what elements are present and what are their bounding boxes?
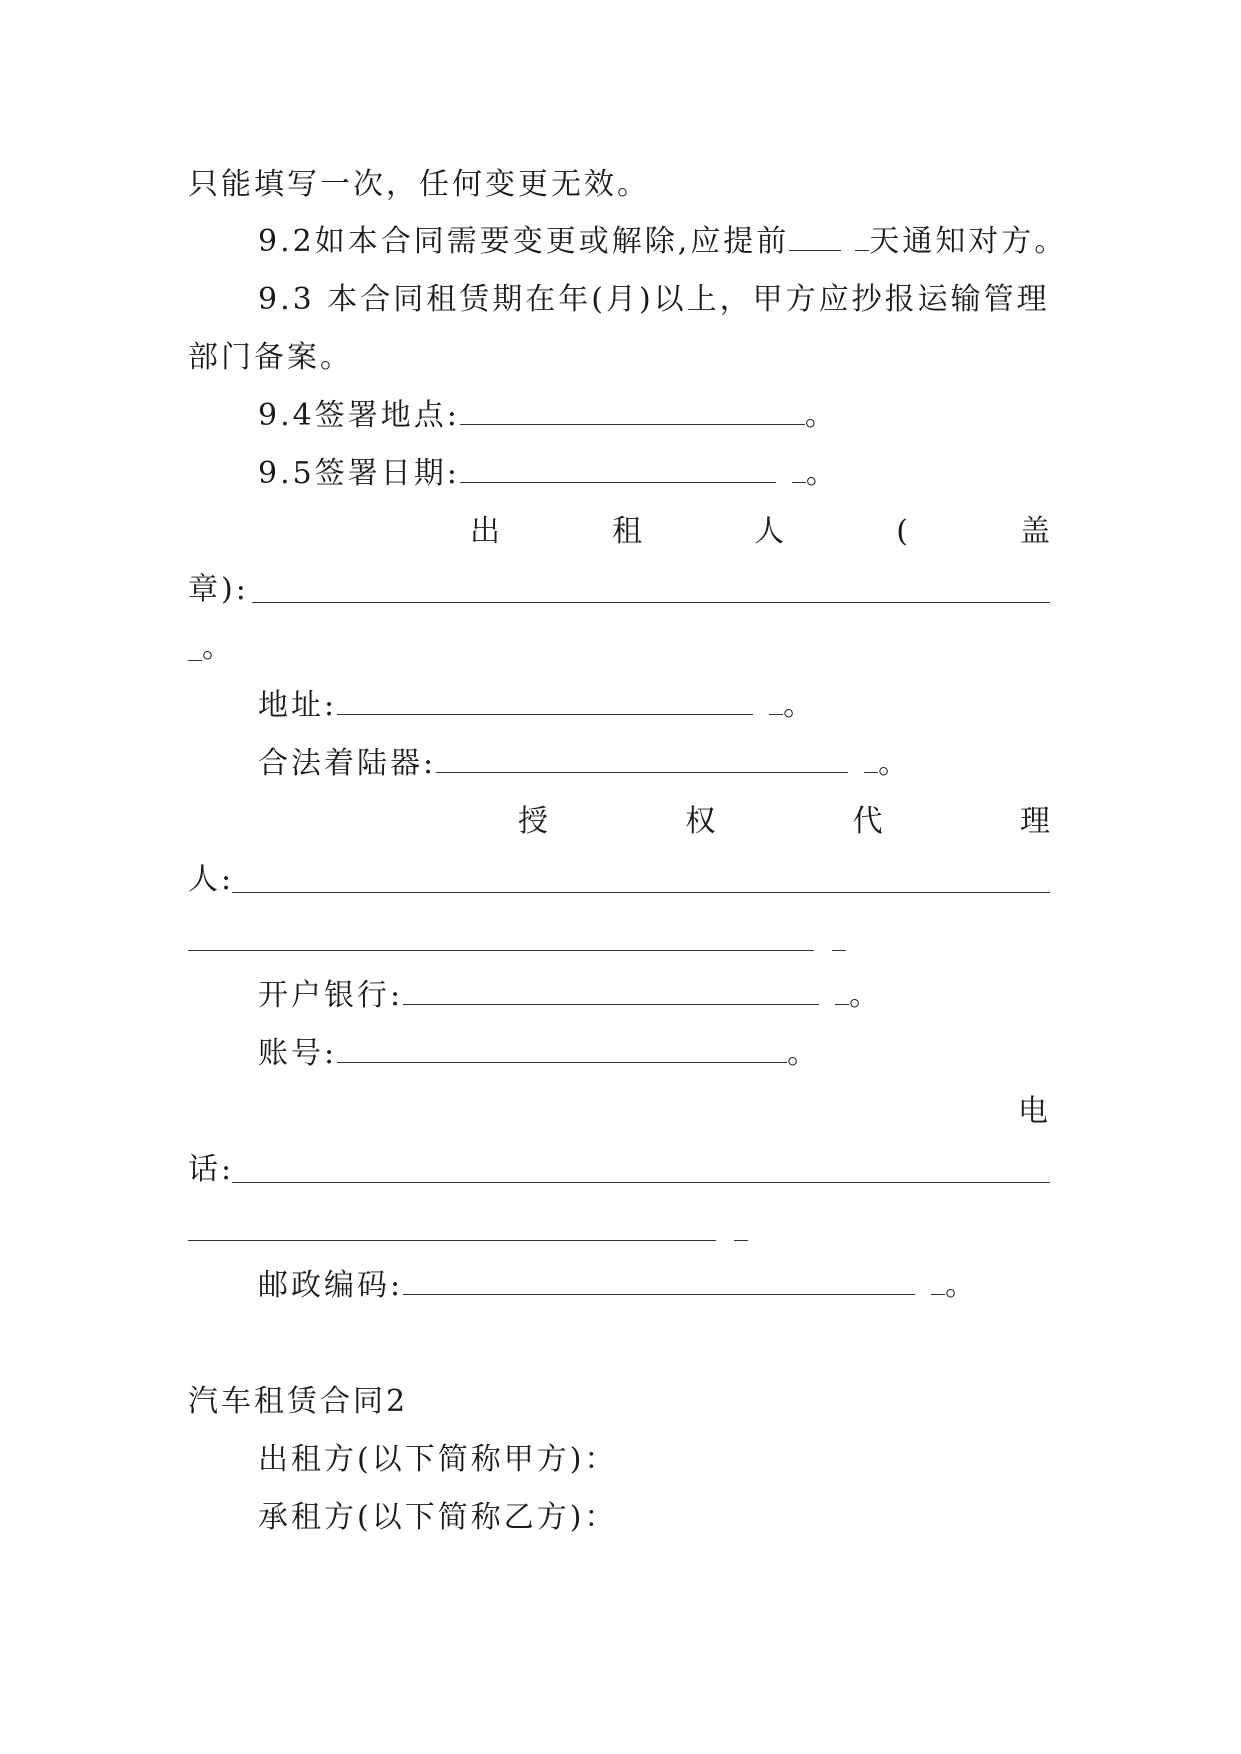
period: 。: [945, 1268, 979, 1303]
sign-place-label: 9.4签署地点:: [258, 398, 460, 433]
sign-date-blank: [460, 456, 776, 483]
legal-blank-b: [864, 746, 878, 773]
address-blank: [337, 688, 753, 715]
contract-2-title-text: 汽车租赁合同2: [188, 1384, 409, 1419]
lessee-2-text: 承租方(以下简称乙方)：: [258, 1500, 618, 1535]
address-blank-b: [769, 688, 783, 715]
agent-char: 权: [685, 804, 716, 839]
bank-blank-b: [835, 978, 849, 1005]
legal-blank: [436, 746, 848, 773]
phone-blank-3: [734, 1240, 748, 1241]
postcode-label: 邮政编码:: [258, 1268, 404, 1303]
account-line: [258, 1034, 820, 1074]
lessor-2-line: [258, 1440, 617, 1480]
clause-9-3-text: 9.3 本合同租赁期在年(月)以上，甲方应抄报运输管理: [258, 282, 1050, 317]
account-blank: [337, 1036, 787, 1063]
agent-char: 理: [1019, 804, 1050, 839]
bank-label: 开户银行:: [258, 978, 404, 1013]
address-line: [258, 686, 816, 726]
lessor-2-text: 出租方(以下简称甲方)：: [258, 1442, 618, 1477]
agent-blank: [232, 892, 1050, 893]
phone-head: [1018, 1092, 1051, 1132]
legal-line: [258, 744, 911, 784]
clause-9-2-text: 9.2如本合同需要变更或解除,应提前: [258, 224, 790, 259]
agent-tail-label: 人:: [188, 862, 235, 897]
lessor-char: 出: [470, 514, 500, 549]
period: 。: [805, 456, 839, 491]
bank-line: [258, 976, 882, 1016]
sign-date-blank-b: [792, 456, 806, 483]
period: 。: [783, 688, 817, 723]
clause-9-2-end: 天通知对方。: [869, 224, 1068, 259]
period: 。: [202, 630, 235, 665]
legal-label: 合法着陆器:: [258, 746, 437, 781]
contract-2-title: [188, 1382, 408, 1422]
phone-blank-2: [188, 1240, 716, 1241]
lessor-label: [470, 512, 1050, 552]
phone-line: [188, 1150, 234, 1190]
postcode-blank-b: [931, 1268, 945, 1295]
postcode-blank: [403, 1268, 915, 1295]
clause-9-4: [258, 396, 838, 436]
sign-date-label: 9.5签署日期:: [258, 456, 460, 491]
sign-place-blank: [460, 398, 805, 425]
lessor-char: 租: [612, 514, 643, 549]
lessor-char: 盖: [1019, 514, 1050, 549]
account-label: 账号:: [258, 1036, 338, 1071]
address-label: 地址:: [258, 688, 338, 723]
seal-blank: [252, 602, 1050, 603]
phone-label: 话:: [188, 1152, 235, 1187]
period: 。: [849, 978, 883, 1013]
phone-head-char: 电: [1018, 1094, 1051, 1129]
seal-end: [202, 628, 235, 668]
blank-days-b: [855, 224, 869, 251]
seal-label: 章):: [188, 572, 249, 607]
lessor-char: 人: [754, 514, 785, 549]
period: 。: [878, 746, 912, 781]
agent-char: 代: [852, 804, 883, 839]
agent-blank-2: [188, 950, 814, 951]
text-line-1: [188, 165, 650, 205]
agent-label: [518, 802, 1050, 842]
lessor-seal-line: [188, 570, 249, 610]
lessor-char: (: [896, 514, 908, 549]
seal-blank-tail: [188, 660, 202, 661]
clause-9-3-cont: [188, 338, 353, 378]
agent-char: 授: [518, 804, 548, 839]
period: 。: [804, 398, 838, 433]
lessee-2-line: [258, 1498, 617, 1538]
phone-blank: [232, 1182, 1050, 1183]
postcode-line: [258, 1266, 978, 1306]
clause-9-3-cont-text: 部门备案。: [188, 340, 353, 375]
agent-blank-3: [832, 950, 846, 951]
bank-blank: [403, 978, 819, 1005]
clause-9-5: [258, 454, 839, 494]
period: 。: [787, 1036, 821, 1071]
clause-9-2: [258, 222, 1067, 262]
agent-line: [188, 860, 234, 900]
clause-9-3: [258, 280, 1050, 320]
blank-days-a: [789, 224, 841, 251]
text-l1: 只能填写一次，任何变更无效。: [188, 167, 650, 202]
